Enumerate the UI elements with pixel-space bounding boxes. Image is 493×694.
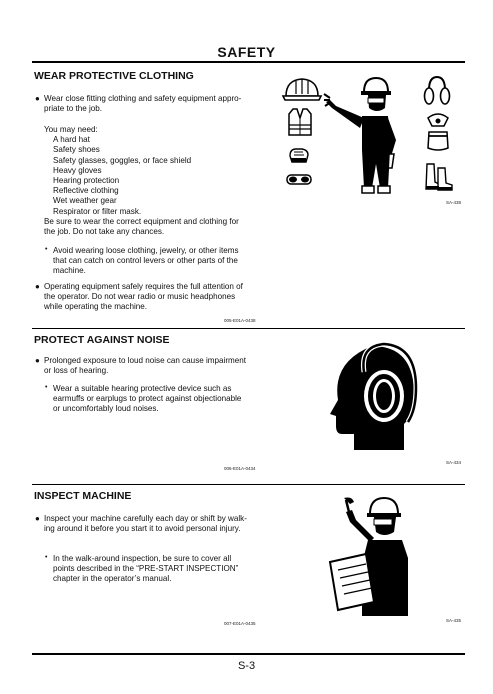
bullet-dot: ●	[35, 282, 40, 291]
noise-sub1	[53, 384, 285, 415]
safety-vest-icon	[287, 108, 313, 136]
figure-code: SA-434	[446, 460, 462, 465]
text-line: Operating equipment safely requires the full attention of	[44, 282, 243, 291]
text-line: or uncomfortably loud noises.	[53, 404, 159, 414]
text-line: earmuffs or earplugs to protect against objectionable	[53, 394, 242, 404]
text-line: machine.	[53, 266, 86, 276]
section-heading-noise: PROTECT AGAINST NOISE	[34, 334, 170, 346]
title-rule	[32, 61, 465, 63]
sub-bullet-dot: •	[45, 246, 48, 253]
section-heading-inspect: INSPECT MACHINE	[34, 490, 132, 502]
may-need-item: A hard hat	[53, 135, 90, 145]
text-line: ing around it before you start it to avoid personal injury.	[44, 524, 241, 534]
text-line: Wear a suitable hearing protective device such as	[53, 384, 232, 393]
face-shield-icon	[426, 130, 450, 152]
may-need-item: Safety glasses, goggles, or face shield	[53, 155, 192, 165]
gloves-icon	[288, 146, 310, 164]
page-title: SAFETY	[217, 44, 276, 60]
section-divider	[32, 484, 465, 485]
may-need-intro: You may need:	[44, 125, 98, 134]
inspect-sub1	[53, 554, 285, 585]
text-code: 006-E01A-0434	[224, 466, 256, 471]
bullet-dot: ●	[35, 356, 40, 365]
may-need-item: Wet weather gear	[53, 196, 117, 206]
safety-boots-icon	[424, 162, 454, 192]
text-line: In the walk-around inspection, be sure to cover all	[53, 554, 232, 563]
protective-clothing-sub1	[53, 246, 285, 277]
text-line: Be sure to wear the correct equipment and clothing for	[44, 216, 239, 226]
figure-code: SA-438	[446, 200, 462, 205]
respirator-mask-icon	[426, 112, 450, 128]
may-need-item: Safety shoes	[53, 145, 100, 155]
section-heading-protective-clothing: WEAR PROTECTIVE CLOTHING	[34, 70, 194, 82]
bullet-dot: ●	[35, 94, 40, 103]
text-line: points described in the “PRE-START INSPECTION”	[53, 564, 239, 574]
may-need-item: Heavy gloves	[53, 165, 102, 175]
section-divider	[32, 328, 465, 329]
may-need-item: Respirator or filter mask.	[53, 206, 142, 216]
text-line: that can catch on control levers or other parts of the	[53, 256, 238, 266]
text-line: or loss of hearing.	[44, 366, 109, 376]
text-line: chapter in the operator’s manual.	[53, 574, 172, 584]
text-line: while operating the machine.	[44, 302, 148, 312]
may-need-block	[44, 125, 276, 237]
hard-hat-icon	[282, 74, 322, 102]
text-line: Wear close fitting clothing and safety equipment appro-	[44, 94, 242, 103]
text-code: 007-E01A-0435	[224, 621, 256, 626]
text-line: priate to the job.	[44, 104, 103, 114]
sub-bullet-dot: •	[45, 384, 48, 391]
figure-code: SA-435	[446, 618, 462, 623]
text-line: Prolonged exposure to loud noise can cause impairment	[44, 356, 247, 365]
footer-rule	[32, 653, 465, 655]
hearing-protection-head	[324, 342, 420, 452]
may-need-item: Hearing protection	[53, 176, 120, 186]
text-line: Avoid wearing loose clothing, jewelry, or other items	[53, 246, 239, 255]
goggles-icon	[286, 172, 312, 186]
inspect-para1	[44, 514, 276, 534]
bullet-dot: ●	[35, 514, 40, 523]
sub-bullet-dot: •	[45, 554, 48, 561]
inspector-figure	[324, 494, 420, 620]
protective-clothing-para2	[44, 282, 276, 313]
text-line: the operator. Do not wear radio or music headphones	[44, 292, 236, 302]
text-line: the job. Do not take any chances.	[44, 227, 165, 237]
protective-clothing-para1	[44, 94, 276, 114]
may-need-item: Reflective clothing	[53, 186, 119, 196]
noise-para1	[44, 356, 276, 376]
page-number: S-3	[237, 660, 256, 672]
worker-figure	[324, 76, 414, 194]
earmuffs-icon	[424, 76, 450, 106]
text-line: Inspect your machine carefully each day or shift by walk-	[44, 514, 247, 523]
text-code: 005-E01A-0438	[224, 318, 256, 323]
